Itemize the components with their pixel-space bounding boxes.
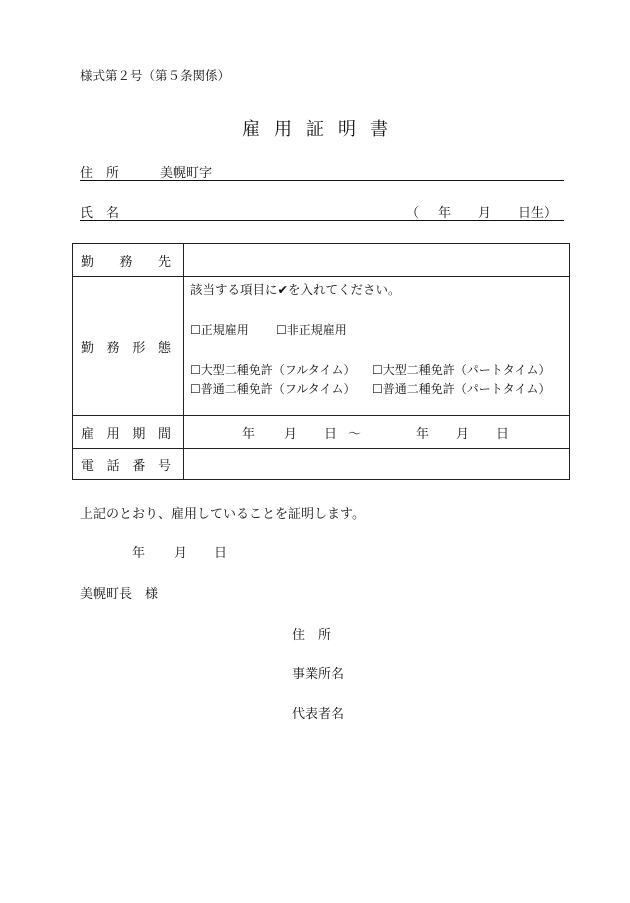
name-line: [80, 200, 564, 221]
instruction-text: 該当する項目に✔を入れてください。: [190, 282, 401, 297]
checkbox-regular-fulltime[interactable]: ☐普通二種免許（フルタイム）: [190, 382, 356, 396]
workstyle-cell: [184, 277, 570, 416]
period-end-day: 日: [496, 427, 510, 442]
birth-day: 日生）: [518, 206, 558, 221]
employer-address-label: 住 所: [292, 628, 332, 643]
period-end-month: 月: [456, 427, 470, 442]
date-month: 月: [174, 546, 188, 561]
period-start-month: 月: [284, 427, 298, 442]
checkbox-large-parttime[interactable]: ☐大型二種免許（パートタイム）: [372, 363, 551, 377]
address-label: 住 所: [80, 166, 120, 181]
employer-company-label: 事業所名: [292, 667, 345, 682]
period-separator: 〜: [348, 427, 362, 442]
phone-label: 電 話 番 号: [73, 449, 184, 480]
period-value: [184, 416, 570, 449]
certification-statement: 上記のとおり、雇用していることを証明します。: [80, 507, 365, 522]
name-label: 氏 名: [80, 206, 120, 221]
employer-representative-label: 代表者名: [292, 707, 345, 722]
birth-year: 年: [438, 206, 452, 221]
period-start-year: 年: [242, 427, 256, 442]
date-day: 日: [214, 546, 228, 561]
page-title: 雇用証明書: [242, 119, 402, 140]
phone-row: [73, 449, 570, 480]
period-end-year: 年: [416, 427, 430, 442]
date-year: 年: [132, 546, 146, 561]
checkbox-regular-parttime[interactable]: ☐普通二種免許（パートタイム）: [372, 382, 551, 396]
form-number: 様式第２号（第５条関係）: [80, 68, 231, 83]
checkbox-large-fulltime[interactable]: ☐大型二種免許（フルタイム）: [190, 363, 356, 377]
period-row: [73, 416, 570, 449]
checkbox-nonregular[interactable]: ☐非正規雇用: [276, 323, 347, 337]
workplace-value: [184, 244, 570, 277]
addressee: 美幌町長 様: [80, 587, 159, 602]
period-label: 雇 用 期 間: [73, 416, 184, 449]
checkbox-regular[interactable]: ☐正規雇用: [190, 323, 249, 337]
address-value: 美幌町字: [160, 166, 213, 181]
birth-open: （: [406, 206, 420, 221]
period-start-day: 日: [324, 427, 338, 442]
workstyle-row: [73, 277, 570, 416]
phone-value: [184, 449, 570, 480]
workplace-row: [73, 244, 570, 277]
birth-month: 月: [478, 206, 492, 221]
address-line: [80, 160, 564, 181]
workstyle-label: 勤 務 形 態: [73, 277, 184, 416]
employment-table: [72, 243, 570, 480]
workplace-label: 勤 務 先: [73, 244, 184, 277]
